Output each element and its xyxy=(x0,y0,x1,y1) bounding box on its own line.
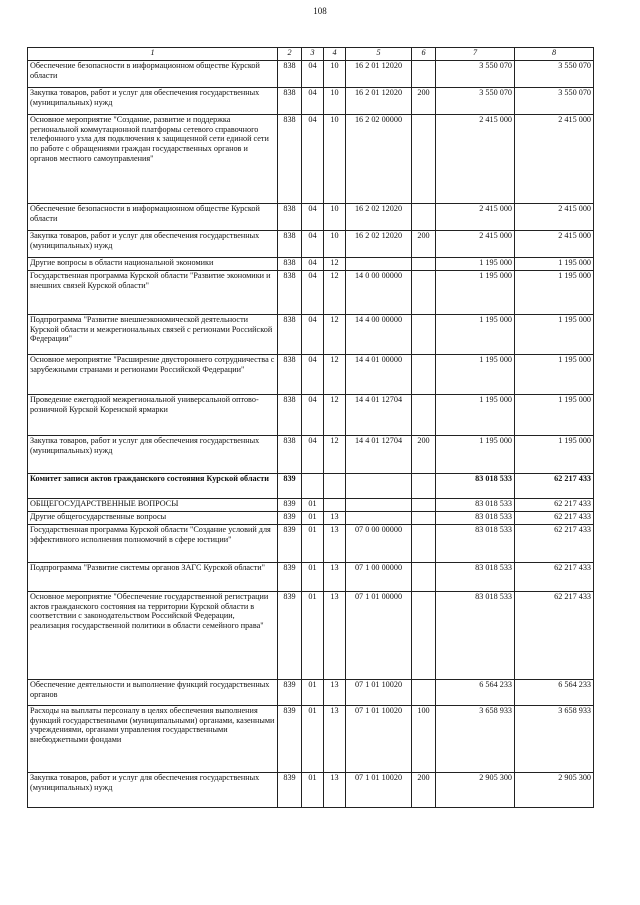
ved-code: 839 xyxy=(278,474,302,499)
amount-year-2: 1 195 000 xyxy=(515,355,594,395)
ved-code: 839 xyxy=(278,773,302,808)
section-code: 04 xyxy=(302,88,324,115)
table-row xyxy=(28,258,594,271)
expense-type-code xyxy=(412,474,436,499)
section-code xyxy=(302,474,324,499)
row-name: ОБЩЕГОСУДАРСТВЕННЫЕ ВОПРОСЫ xyxy=(28,499,278,512)
target-item-code xyxy=(346,258,412,271)
subsection-code: 13 xyxy=(324,592,346,680)
subsection-code: 13 xyxy=(324,512,346,525)
table-row xyxy=(28,436,594,474)
section-code: 04 xyxy=(302,315,324,355)
subsection-code: 10 xyxy=(324,61,346,88)
table-row xyxy=(28,512,594,525)
column-number: 4 xyxy=(324,48,346,61)
table-row xyxy=(28,395,594,436)
ved-code: 839 xyxy=(278,680,302,706)
amount-year-1: 2 415 000 xyxy=(436,115,515,204)
target-item-code: 07 1 01 10020 xyxy=(346,773,412,808)
amount-year-2: 62 217 433 xyxy=(515,592,594,680)
amount-year-1: 1 195 000 xyxy=(436,355,515,395)
amount-year-1: 1 195 000 xyxy=(436,258,515,271)
row-name: Закупка товаров, работ и услуг для обеспечения государственных (муниципальных) нужд xyxy=(28,436,278,474)
amount-year-2: 1 195 000 xyxy=(515,395,594,436)
expense-type-code xyxy=(412,61,436,88)
row-name: Другие вопросы в области национальной экономики xyxy=(28,258,278,271)
ved-code: 839 xyxy=(278,592,302,680)
amount-year-2: 2 905 300 xyxy=(515,773,594,808)
subsection-code: 12 xyxy=(324,315,346,355)
amount-year-2: 62 217 433 xyxy=(515,563,594,592)
ved-code: 839 xyxy=(278,706,302,773)
row-name: Закупка товаров, работ и услуг для обеспечения государственных (муниципальных) нужд xyxy=(28,231,278,258)
row-name: Другие общегосударственные вопросы xyxy=(28,512,278,525)
subsection-code: 13 xyxy=(324,706,346,773)
amount-year-1: 6 564 233 xyxy=(436,680,515,706)
ved-code: 839 xyxy=(278,499,302,512)
amount-year-1: 2 905 300 xyxy=(436,773,515,808)
target-item-code: 16 2 02 12020 xyxy=(346,204,412,231)
amount-year-1: 3 658 933 xyxy=(436,706,515,773)
ved-code: 838 xyxy=(278,436,302,474)
amount-year-1: 83 018 533 xyxy=(436,512,515,525)
table-row xyxy=(28,115,594,204)
subsection-code: 13 xyxy=(324,525,346,563)
section-code: 04 xyxy=(302,271,324,315)
page-number: 108 xyxy=(313,6,327,16)
amount-year-1: 2 415 000 xyxy=(436,231,515,258)
column-number: 7 xyxy=(436,48,515,61)
amount-year-2: 62 217 433 xyxy=(515,474,594,499)
ved-code: 838 xyxy=(278,231,302,258)
section-code: 04 xyxy=(302,231,324,258)
section-code: 01 xyxy=(302,680,324,706)
amount-year-1: 3 550 070 xyxy=(436,61,515,88)
section-code: 04 xyxy=(302,61,324,88)
subsection-code: 10 xyxy=(324,115,346,204)
row-name: Основное мероприятие "Расширение двустороннего сотрудничества с зарубежными странами и регионами Российской Федерации" xyxy=(28,355,278,395)
amount-year-1: 2 415 000 xyxy=(436,204,515,231)
section-code: 04 xyxy=(302,115,324,204)
column-number-row xyxy=(28,48,594,61)
amount-year-1: 1 195 000 xyxy=(436,395,515,436)
subsection-code: 13 xyxy=(324,773,346,808)
target-item-code: 14 4 01 12704 xyxy=(346,436,412,474)
row-name: Подпрограмма "Развитие системы органов ЗАГС Курской области" xyxy=(28,563,278,592)
expense-type-code xyxy=(412,204,436,231)
amount-year-1: 83 018 533 xyxy=(436,474,515,499)
target-item-code: 14 4 00 00000 xyxy=(346,315,412,355)
subsection-code: 10 xyxy=(324,88,346,115)
subsection-code: 10 xyxy=(324,231,346,258)
column-number: 3 xyxy=(302,48,324,61)
amount-year-2: 62 217 433 xyxy=(515,499,594,512)
subsection-code: 12 xyxy=(324,355,346,395)
column-number: 1 xyxy=(28,48,278,61)
expense-type-code xyxy=(412,315,436,355)
table-row xyxy=(28,563,594,592)
expense-type-code xyxy=(412,115,436,204)
amount-year-2: 2 415 000 xyxy=(515,115,594,204)
target-item-code: 16 2 01 12020 xyxy=(346,88,412,115)
column-number: 2 xyxy=(278,48,302,61)
expense-type-code xyxy=(412,512,436,525)
row-name: Закупка товаров, работ и услуг для обеспечения государственных (муниципальных) нужд xyxy=(28,88,278,115)
ved-code: 838 xyxy=(278,258,302,271)
ved-code: 838 xyxy=(278,61,302,88)
target-item-code: 07 0 00 00000 xyxy=(346,525,412,563)
subsection-code: 12 xyxy=(324,271,346,315)
row-name: Обеспечение безопасности в информационном обществе Курской области xyxy=(28,61,278,88)
amount-year-2: 1 195 000 xyxy=(515,315,594,355)
target-item-code: 16 2 01 12020 xyxy=(346,61,412,88)
ved-code: 838 xyxy=(278,355,302,395)
row-name: Закупка товаров, работ и услуг для обеспечения государственных (муниципальных) нужд xyxy=(28,773,278,808)
amount-year-2: 62 217 433 xyxy=(515,512,594,525)
ved-code: 838 xyxy=(278,88,302,115)
subsection-code: 12 xyxy=(324,395,346,436)
expense-type-code xyxy=(412,355,436,395)
amount-year-2: 3 550 070 xyxy=(515,88,594,115)
section-code: 01 xyxy=(302,499,324,512)
amount-year-2: 2 415 000 xyxy=(515,204,594,231)
amount-year-2: 1 195 000 xyxy=(515,271,594,315)
section-code: 01 xyxy=(302,512,324,525)
table-row xyxy=(28,204,594,231)
row-name: Подпрограмма "Развитие внешнеэкономической деятельности Курской области и межрегиональных связей с регионами Российской Федерации" xyxy=(28,315,278,355)
expense-type-code xyxy=(412,563,436,592)
ved-code: 839 xyxy=(278,512,302,525)
amount-year-1: 83 018 533 xyxy=(436,525,515,563)
ved-code: 838 xyxy=(278,204,302,231)
column-number: 5 xyxy=(346,48,412,61)
subsection-code: 13 xyxy=(324,563,346,592)
section-code: 04 xyxy=(302,258,324,271)
table-row xyxy=(28,706,594,773)
target-item-code: 07 1 00 00000 xyxy=(346,563,412,592)
amount-year-2: 2 415 000 xyxy=(515,231,594,258)
subsection-code xyxy=(324,474,346,499)
target-item-code: 07 1 01 10020 xyxy=(346,680,412,706)
row-name: Государственная программа Курской области "Развитие экономики и внешних связей Курской области" xyxy=(28,271,278,315)
table-row xyxy=(28,355,594,395)
amount-year-2: 62 217 433 xyxy=(515,525,594,563)
section-code: 01 xyxy=(302,773,324,808)
ved-code: 839 xyxy=(278,525,302,563)
table-row xyxy=(28,773,594,808)
expense-type-code: 200 xyxy=(412,231,436,258)
row-name: Основное мероприятие "Создание, развитие и поддержка региональной коммутационной платформы сетевого справочного телефонного узла для подключения к защищенной сети единой сети по работе с обращениями граждан государственных органов и органов местного самоуправления" xyxy=(28,115,278,204)
ved-code: 838 xyxy=(278,271,302,315)
expense-type-code xyxy=(412,680,436,706)
subsection-code: 12 xyxy=(324,436,346,474)
expense-type-code xyxy=(412,271,436,315)
table-row xyxy=(28,474,594,499)
table-row xyxy=(28,88,594,115)
section-code: 01 xyxy=(302,592,324,680)
table-row xyxy=(28,315,594,355)
section-code: 04 xyxy=(302,355,324,395)
target-item-code xyxy=(346,512,412,525)
expense-type-code: 100 xyxy=(412,706,436,773)
section-code: 04 xyxy=(302,436,324,474)
amount-year-2: 6 564 233 xyxy=(515,680,594,706)
amount-year-1: 83 018 533 xyxy=(436,499,515,512)
amount-year-1: 83 018 533 xyxy=(436,592,515,680)
table-row xyxy=(28,231,594,258)
row-name: Расходы на выплаты персоналу в целях обеспечения выполнения функций государственными (муниципальными) органами, казенными учреждениями, органами управления государственными внебюджетными фондами xyxy=(28,706,278,773)
expense-type-code xyxy=(412,499,436,512)
section-code: 04 xyxy=(302,395,324,436)
expense-type-code xyxy=(412,395,436,436)
expense-type-code: 200 xyxy=(412,88,436,115)
ved-code: 838 xyxy=(278,115,302,204)
ved-code: 838 xyxy=(278,395,302,436)
subsection-code xyxy=(324,499,346,512)
target-item-code xyxy=(346,474,412,499)
row-name: Основное мероприятие "Обеспечение государственной регистрации актов гражданского состояния на территории Курской области в соответствии с законодательством Российской Федерации, реализация государственной политики в области семейного права" xyxy=(28,592,278,680)
expense-type-code: 200 xyxy=(412,773,436,808)
budget-table xyxy=(27,47,594,808)
target-item-code: 07 1 01 10020 xyxy=(346,706,412,773)
target-item-code: 16 2 02 12020 xyxy=(346,231,412,258)
row-name: Обеспечение деятельности и выполнение функций государственных органов xyxy=(28,680,278,706)
row-name: Проведение ежегодной межрегиональной универсальной оптово-розничной Курской Коренской ярмарки xyxy=(28,395,278,436)
section-code: 01 xyxy=(302,706,324,773)
section-code: 01 xyxy=(302,525,324,563)
target-item-code: 14 4 01 00000 xyxy=(346,355,412,395)
table-body xyxy=(28,61,594,808)
amount-year-1: 83 018 533 xyxy=(436,563,515,592)
target-item-code: 14 4 01 12704 xyxy=(346,395,412,436)
target-item-code xyxy=(346,499,412,512)
table-row xyxy=(28,61,594,88)
row-name: Комитет записи актов гражданского состояния Курской области xyxy=(28,474,278,499)
expense-type-code xyxy=(412,258,436,271)
subsection-code: 13 xyxy=(324,680,346,706)
amount-year-2: 3 550 070 xyxy=(515,61,594,88)
subsection-code: 10 xyxy=(324,204,346,231)
table-row xyxy=(28,680,594,706)
amount-year-1: 1 195 000 xyxy=(436,271,515,315)
target-item-code: 16 2 02 00000 xyxy=(346,115,412,204)
column-number: 6 xyxy=(412,48,436,61)
ved-code: 838 xyxy=(278,315,302,355)
row-name: Государственная программа Курской области "Создание условий для эффективного исполнения полномочий в сфере юстиции" xyxy=(28,525,278,563)
target-item-code: 07 1 01 00000 xyxy=(346,592,412,680)
amount-year-2: 3 658 933 xyxy=(515,706,594,773)
table-row xyxy=(28,499,594,512)
amount-year-1: 1 195 000 xyxy=(436,436,515,474)
column-number: 8 xyxy=(515,48,594,61)
table-row xyxy=(28,592,594,680)
expense-type-code xyxy=(412,525,436,563)
section-code: 04 xyxy=(302,204,324,231)
expense-type-code xyxy=(412,592,436,680)
table-row xyxy=(28,271,594,315)
amount-year-2: 1 195 000 xyxy=(515,436,594,474)
row-name: Обеспечение безопасности в информационном обществе Курской области xyxy=(28,204,278,231)
ved-code: 839 xyxy=(278,563,302,592)
table-row xyxy=(28,525,594,563)
expense-type-code: 200 xyxy=(412,436,436,474)
amount-year-2: 1 195 000 xyxy=(515,258,594,271)
section-code: 01 xyxy=(302,563,324,592)
amount-year-1: 1 195 000 xyxy=(436,315,515,355)
subsection-code: 12 xyxy=(324,258,346,271)
amount-year-1: 3 550 070 xyxy=(436,88,515,115)
target-item-code: 14 0 00 00000 xyxy=(346,271,412,315)
